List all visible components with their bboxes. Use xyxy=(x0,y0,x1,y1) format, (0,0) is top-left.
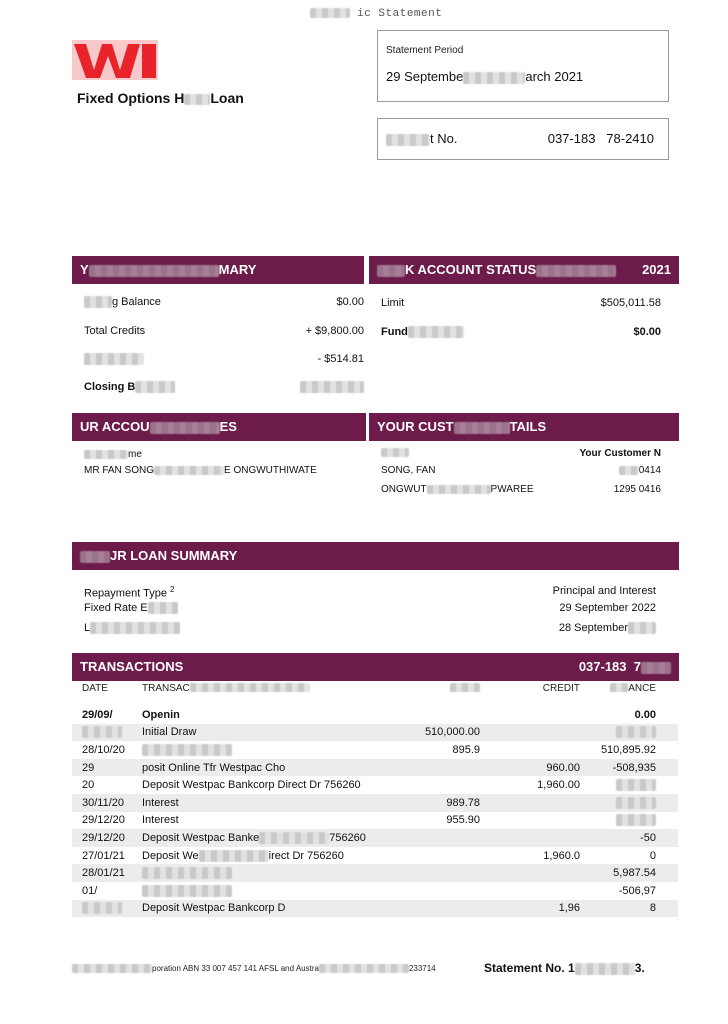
cell-date: 30/11/20 xyxy=(82,796,125,809)
cell-debit: 510,000.00 xyxy=(424,726,480,739)
statement-period-label: Statement Period xyxy=(386,45,464,56)
cell-desc: posit Online Tfr Westpac Cho xyxy=(142,761,286,774)
westpac-logo xyxy=(72,40,158,80)
cell-date: 20 xyxy=(82,779,95,792)
table-row xyxy=(72,794,678,812)
document-header: ic Statement xyxy=(310,8,442,20)
customer-row-1: SONG, FAN 0414 xyxy=(381,465,661,476)
account-status-header: K ACCOUNT STATUS 2021 xyxy=(369,256,679,284)
cell-balance: 0.00 xyxy=(634,708,656,721)
loan-row-term: L 28 September xyxy=(84,622,656,634)
cell-balance: -508,935 xyxy=(612,761,656,774)
customer-number-label-row: Your Customer N xyxy=(381,448,661,459)
cell-credit: 960.00 xyxy=(546,761,580,774)
cell-credit: 1,960.00 xyxy=(537,779,580,792)
cell-credit: 1,96 xyxy=(558,902,580,915)
customer-details-header: YOUR CUST TAILS xyxy=(369,413,679,441)
account-name-value: MR FAN SONG E ONGWUTHIWATE xyxy=(84,465,317,476)
cell-balance xyxy=(580,726,668,738)
account-names-header: UR ACCOU ES xyxy=(72,413,366,441)
statement-period-box xyxy=(377,30,669,102)
table-row xyxy=(72,864,678,882)
cell-date: 29/12/20 xyxy=(82,814,125,827)
cell-credit: 1,960.0 xyxy=(543,849,580,862)
cell-desc: Interest xyxy=(142,814,179,827)
cell-date: 01/ xyxy=(82,884,98,897)
transactions-column-headers: DATE TRANSAC CREDIT ANCE xyxy=(82,682,656,694)
cell-date: 29/09/ xyxy=(82,708,113,721)
table-row xyxy=(72,882,678,900)
cell-desc: Deposit We irect Dr 756260 xyxy=(142,849,344,862)
transactions-table xyxy=(72,678,678,917)
cell-date: 29 xyxy=(82,761,95,774)
status-row-limit: Limit $505,011.58 xyxy=(381,297,661,309)
cell-balance: 8 xyxy=(649,902,656,915)
cell-date xyxy=(72,726,142,738)
status-row-funds: Fund $0.00 xyxy=(381,326,661,338)
summary-row-debits: - $514.81 xyxy=(84,353,364,365)
transactions-header: TRANSACTIONS 037-183 7 xyxy=(72,653,679,681)
cell-date: 28/01/21 xyxy=(82,867,125,880)
cell-date xyxy=(72,902,142,914)
account-number-box xyxy=(377,118,669,160)
cell-desc: Deposit Westpac Bankcorp Direct Dr 756260 xyxy=(142,779,361,792)
account-summary-header: Y MARY xyxy=(72,256,364,284)
loan-row-fixed-rate: Fixed Rate E 29 September 2022 xyxy=(84,602,656,614)
account-name-label: me xyxy=(84,449,364,460)
cell-balance: 5,987.54 xyxy=(613,867,656,880)
summary-row-credits: Total Credits + $9,800.00 xyxy=(84,325,364,337)
cell-balance xyxy=(580,779,668,791)
cell-debit: 989.78 xyxy=(446,796,480,809)
cell-debit: 955.90 xyxy=(446,814,480,827)
cell-desc xyxy=(142,867,392,879)
cell-balance: 0 xyxy=(649,849,656,862)
cell-desc: Deposit Westpac Bankcorp D xyxy=(142,902,286,915)
table-row xyxy=(72,847,678,865)
account-number-value: 037-183 78-2410 xyxy=(547,131,654,146)
cell-desc: Openin xyxy=(142,708,180,721)
statement-number: Statement No. 1 3. xyxy=(484,961,645,975)
cell-balance xyxy=(580,797,668,809)
cell-date: 28/10/20 xyxy=(82,743,125,756)
customer-row-2: ONGWUT PWAREE 1295 0416 xyxy=(381,484,661,495)
cell-date: 27/01/21 xyxy=(82,849,125,862)
cell-balance: -506,97 xyxy=(618,884,656,897)
cell-desc xyxy=(142,885,392,897)
cell-balance: 510,895.92 xyxy=(600,743,656,756)
statement-period-value: 29 Septembe arch 2021 xyxy=(386,69,584,84)
footer-legal-text: poration ABN 33 007 457 141 AFSL and Austra 233714 xyxy=(72,964,436,973)
loan-row-repayment: Repayment Type $^2$ Principal and Interest xyxy=(84,585,656,600)
cell-date: 29/12/20 xyxy=(82,831,125,844)
cell-desc xyxy=(142,744,392,756)
cell-desc: Initial Draw xyxy=(142,726,197,739)
cell-desc: Deposit Westpac Banke 756260 xyxy=(142,831,366,844)
table-row xyxy=(72,776,678,794)
product-name: Fixed Options H Loan xyxy=(77,90,244,106)
summary-row-opening: g Balance $0.00 xyxy=(84,296,364,308)
table-row xyxy=(72,812,678,830)
table-row xyxy=(72,829,678,847)
cell-debit: 895.9 xyxy=(452,743,480,756)
cell-balance: -50 xyxy=(640,831,656,844)
summary-row-closing: Closing B xyxy=(84,381,364,393)
table-row xyxy=(72,724,678,742)
table-row xyxy=(72,759,678,777)
loan-summary-header: JR LOAN SUMMARY xyxy=(72,542,679,570)
cell-balance xyxy=(580,814,668,826)
account-number-label: t No. xyxy=(386,131,457,147)
cell-desc: Interest xyxy=(142,796,179,809)
table-row xyxy=(72,741,678,759)
table-row xyxy=(72,900,678,918)
table-row xyxy=(72,706,678,724)
